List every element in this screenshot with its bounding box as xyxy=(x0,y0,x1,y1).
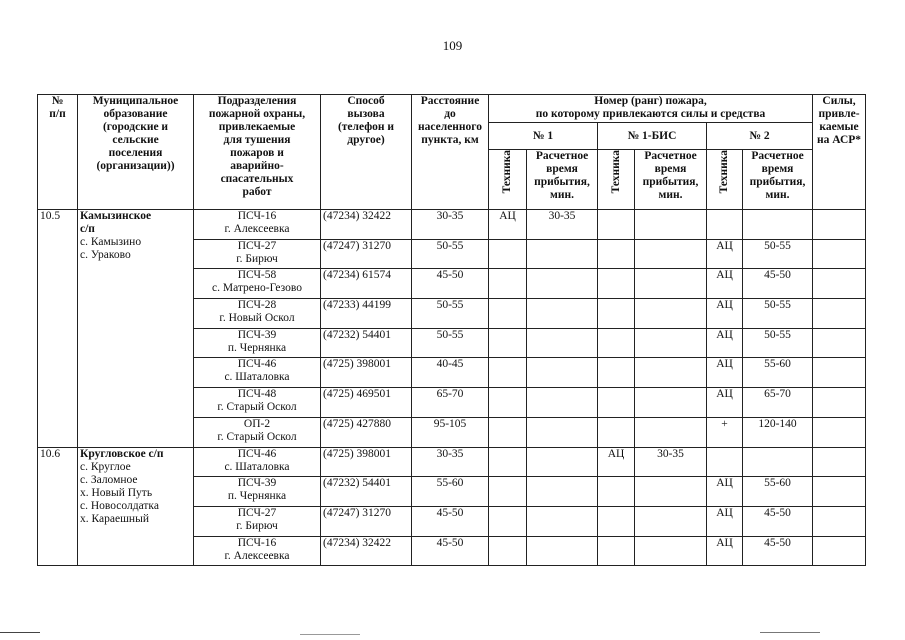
arrival-rank-2 xyxy=(743,210,813,240)
unit-location: г. Алексеевка xyxy=(224,223,290,235)
unit-cell xyxy=(194,328,321,358)
phone-cell: (4725) 398001 xyxy=(321,447,412,477)
equipment-rank-1 xyxy=(489,328,527,358)
arrival-rank-1 xyxy=(527,447,598,477)
header-arrival-2: Расчетное время прибытия, мин. xyxy=(635,150,707,210)
unit-cell xyxy=(194,417,321,447)
header-rank-1: № 1 xyxy=(489,123,598,150)
asr-cell xyxy=(813,477,866,507)
asr-cell xyxy=(813,328,866,358)
arrival-rank-1-bis xyxy=(635,417,707,447)
equipment-rank-1 xyxy=(489,388,527,418)
municipality-places: с. Камызино с. Ураково xyxy=(80,236,142,261)
arrival-rank-1 xyxy=(527,299,598,329)
header-municipality: Муниципальное образование (городские и сельские поселения (организации)) xyxy=(78,95,194,210)
unit-cell xyxy=(194,269,321,299)
unit-location: г. Алексеевка xyxy=(224,549,290,562)
arrival-rank-1-bis xyxy=(635,328,707,358)
unit-name: ПСЧ-46 xyxy=(237,358,277,371)
unit-location: п. Чернянка xyxy=(227,341,287,354)
distance-cell: 55-60 xyxy=(412,477,489,507)
distance-cell: 50-55 xyxy=(412,239,489,269)
equipment-rank-1-bis xyxy=(598,388,635,418)
distance-cell: 45-50 xyxy=(412,506,489,536)
arrival-rank-1 xyxy=(527,536,598,566)
unit-name: ПСЧ-27 xyxy=(237,239,277,252)
unit-name: ПСЧ-48 xyxy=(237,388,277,401)
arrival-rank-1-bis xyxy=(635,477,707,507)
arrival-rank-1-bis: 30-35 xyxy=(635,447,707,477)
arrival-rank-1-bis xyxy=(635,388,707,418)
arrival-rank-2: 45-50 xyxy=(743,269,813,299)
page-number: 109 xyxy=(442,38,463,53)
header-distance: Расстояние до населенного пункта, км xyxy=(412,95,489,210)
phone-cell: (47232) 54401 xyxy=(321,477,412,507)
equipment-rank-2: АЦ xyxy=(707,328,743,358)
distance-cell: 45-50 xyxy=(412,269,489,299)
arrival-rank-2: 45-50 xyxy=(743,536,813,566)
arrival-rank-2 xyxy=(743,447,813,477)
unit-name: ПСЧ-39 xyxy=(237,477,277,490)
arrival-rank-1 xyxy=(527,269,598,299)
header-num: № п/п xyxy=(38,95,78,210)
equipment-rank-1-bis xyxy=(598,269,635,299)
equipment-rank-1-bis xyxy=(598,506,635,536)
table-row xyxy=(38,447,866,477)
scan-line-right xyxy=(760,632,820,633)
municipality-name: Кругловское с/п xyxy=(80,447,164,460)
municipality-cell xyxy=(78,447,194,566)
arrival-rank-1-bis xyxy=(635,210,707,240)
equipment-rank-2: АЦ xyxy=(707,536,743,566)
equipment-rank-1-bis xyxy=(598,328,635,358)
phone-cell: (47233) 44199 xyxy=(321,299,412,329)
header-equipment-3: Техника xyxy=(707,150,743,210)
distance-cell: 50-55 xyxy=(412,299,489,329)
arrival-rank-1 xyxy=(527,239,598,269)
arrival-rank-2: 120-140 xyxy=(743,417,813,447)
unit-name: ПСЧ-58 xyxy=(237,269,277,282)
header-arrival-1: Расчетное время прибытия, мин. xyxy=(527,150,598,210)
unit-name: ПСЧ-27 xyxy=(237,506,277,519)
equipment-rank-1 xyxy=(489,506,527,536)
equipment-rank-2: АЦ xyxy=(707,477,743,507)
header-units: Подразделения пожарной охраны, привлекаемые для тушения пожаров и аварийно- спасательных работ xyxy=(194,95,321,210)
phone-cell: (47234) 32422 xyxy=(321,210,412,240)
equipment-rank-1 xyxy=(489,358,527,388)
unit-location: с. Шаталовка xyxy=(224,460,290,473)
arrival-rank-1-bis xyxy=(635,299,707,329)
distance-cell: 30-35 xyxy=(412,447,489,477)
equipment-rank-1-bis xyxy=(598,239,635,269)
municipality-places: с. Круглое с. Заломное х. Новый Путь с. Новосолдатка х. Караешный xyxy=(80,460,159,525)
phone-cell: (4725) 398001 xyxy=(321,358,412,388)
phone-cell: (47232) 54401 xyxy=(321,328,412,358)
unit-name: ПСЧ-16 xyxy=(237,536,277,549)
unit-name: ПСЧ-28 xyxy=(237,299,277,312)
header-asr: Силы, привле- каемые на АСР* xyxy=(813,95,866,210)
phone-cell: (47247) 31270 xyxy=(321,506,412,536)
unit-cell xyxy=(194,210,321,240)
unit-name: ОП-2 xyxy=(243,417,271,430)
arrival-rank-1-bis xyxy=(635,269,707,299)
unit-cell xyxy=(194,447,321,477)
equipment-rank-1-bis: АЦ xyxy=(598,447,635,477)
unit-location: г. Старый Оскол xyxy=(217,430,297,443)
equipment-rank-2: АЦ xyxy=(707,299,743,329)
distance-cell: 95-105 xyxy=(412,417,489,447)
header-call-method: Способ вызова (телефон и другое) xyxy=(321,95,412,210)
unit-location: с. Шаталовка xyxy=(224,371,290,384)
unit-location: с. Матрено-Гезово xyxy=(212,282,302,295)
equipment-rank-1 xyxy=(489,417,527,447)
unit-cell xyxy=(194,239,321,269)
phone-cell: (47234) 32422 xyxy=(321,536,412,566)
unit-location: п. Чернянка xyxy=(227,490,287,503)
scan-line-left xyxy=(0,632,40,633)
header-rank-1-bis: № 1-БИС xyxy=(598,123,707,150)
header-rank-2: № 2 xyxy=(707,123,813,150)
equipment-rank-1-bis xyxy=(598,536,635,566)
equipment-rank-1: АЦ xyxy=(489,210,527,240)
unit-name: ПСЧ-16 xyxy=(237,210,277,222)
header-arrival-3: Расчетное время прибытия, мин. xyxy=(743,150,813,210)
phone-cell: (4725) 427880 xyxy=(321,417,412,447)
unit-cell xyxy=(194,358,321,388)
arrival-rank-2: 55-60 xyxy=(743,358,813,388)
header-equipment-2: Техника xyxy=(598,150,635,210)
equipment-rank-2: АЦ xyxy=(707,388,743,418)
phone-cell: (47234) 61574 xyxy=(321,269,412,299)
section-number: 10.5 xyxy=(38,210,78,448)
unit-cell xyxy=(194,506,321,536)
equipment-rank-1 xyxy=(489,269,527,299)
asr-cell xyxy=(813,210,866,240)
equipment-rank-2: АЦ xyxy=(707,358,743,388)
unit-name: ПСЧ-46 xyxy=(237,447,277,460)
asr-cell xyxy=(813,299,866,329)
phone-cell: (4725) 469501 xyxy=(321,388,412,418)
unit-cell xyxy=(194,477,321,507)
arrival-rank-2: 55-60 xyxy=(743,477,813,507)
equipment-rank-2: АЦ xyxy=(707,506,743,536)
distance-cell: 30-35 xyxy=(412,210,489,240)
arrival-rank-2: 45-50 xyxy=(743,506,813,536)
table-row xyxy=(38,210,866,240)
arrival-rank-2: 65-70 xyxy=(743,388,813,418)
equipment-rank-1 xyxy=(489,447,527,477)
equipment-rank-2: + xyxy=(707,417,743,447)
arrival-rank-1-bis xyxy=(635,536,707,566)
equipment-rank-1 xyxy=(489,477,527,507)
unit-name: ПСЧ-39 xyxy=(237,328,277,341)
distance-cell: 45-50 xyxy=(412,536,489,566)
municipality-cell xyxy=(78,210,194,448)
unit-location: г. Старый Оскол xyxy=(217,401,297,414)
header-equipment-1: Техника xyxy=(489,150,527,210)
asr-cell xyxy=(813,417,866,447)
header-fire-rank: Номер (ранг) пожара, по которому привлекаются силы и средства xyxy=(489,95,813,123)
equipment-rank-1 xyxy=(489,239,527,269)
arrival-rank-2: 50-55 xyxy=(743,328,813,358)
distance-cell: 40-45 xyxy=(412,358,489,388)
unit-location: г. Новый Оскол xyxy=(219,312,295,325)
equipment-rank-1 xyxy=(489,299,527,329)
arrival-rank-2: 50-55 xyxy=(743,239,813,269)
arrival-rank-1-bis xyxy=(635,358,707,388)
arrival-rank-1 xyxy=(527,328,598,358)
asr-cell xyxy=(813,536,866,566)
equipment-rank-1-bis xyxy=(598,299,635,329)
equipment-rank-1-bis xyxy=(598,417,635,447)
equipment-rank-2 xyxy=(707,447,743,477)
unit-cell xyxy=(194,299,321,329)
phone-cell: (47247) 31270 xyxy=(321,239,412,269)
asr-cell xyxy=(813,506,866,536)
fire-forces-table xyxy=(37,94,866,566)
unit-cell xyxy=(194,388,321,418)
unit-location: г. Бирюч xyxy=(236,252,278,265)
unit-cell xyxy=(194,536,321,566)
equipment-rank-2: АЦ xyxy=(707,269,743,299)
equipment-rank-1-bis xyxy=(598,210,635,240)
arrival-rank-1 xyxy=(527,506,598,536)
equipment-rank-1-bis xyxy=(598,477,635,507)
equipment-rank-1 xyxy=(489,536,527,566)
asr-cell xyxy=(813,269,866,299)
asr-cell xyxy=(813,388,866,418)
distance-cell: 65-70 xyxy=(412,388,489,418)
scan-line-center xyxy=(300,634,360,635)
asr-cell xyxy=(813,239,866,269)
unit-location: г. Бирюч xyxy=(236,519,278,532)
arrival-rank-1 xyxy=(527,388,598,418)
arrival-rank-1 xyxy=(527,417,598,447)
arrival-rank-2: 50-55 xyxy=(743,299,813,329)
asr-cell xyxy=(813,358,866,388)
distance-cell: 50-55 xyxy=(412,328,489,358)
arrival-rank-1 xyxy=(527,477,598,507)
municipality-name: Камызинское с/п xyxy=(80,210,152,235)
arrival-rank-1: 30-35 xyxy=(527,210,598,240)
arrival-rank-1-bis xyxy=(635,239,707,269)
equipment-rank-1-bis xyxy=(598,358,635,388)
equipment-rank-2: АЦ xyxy=(707,239,743,269)
equipment-rank-2 xyxy=(707,210,743,240)
arrival-rank-1-bis xyxy=(635,506,707,536)
asr-cell xyxy=(813,447,866,477)
arrival-rank-1 xyxy=(527,358,598,388)
section-number: 10.6 xyxy=(38,447,78,566)
